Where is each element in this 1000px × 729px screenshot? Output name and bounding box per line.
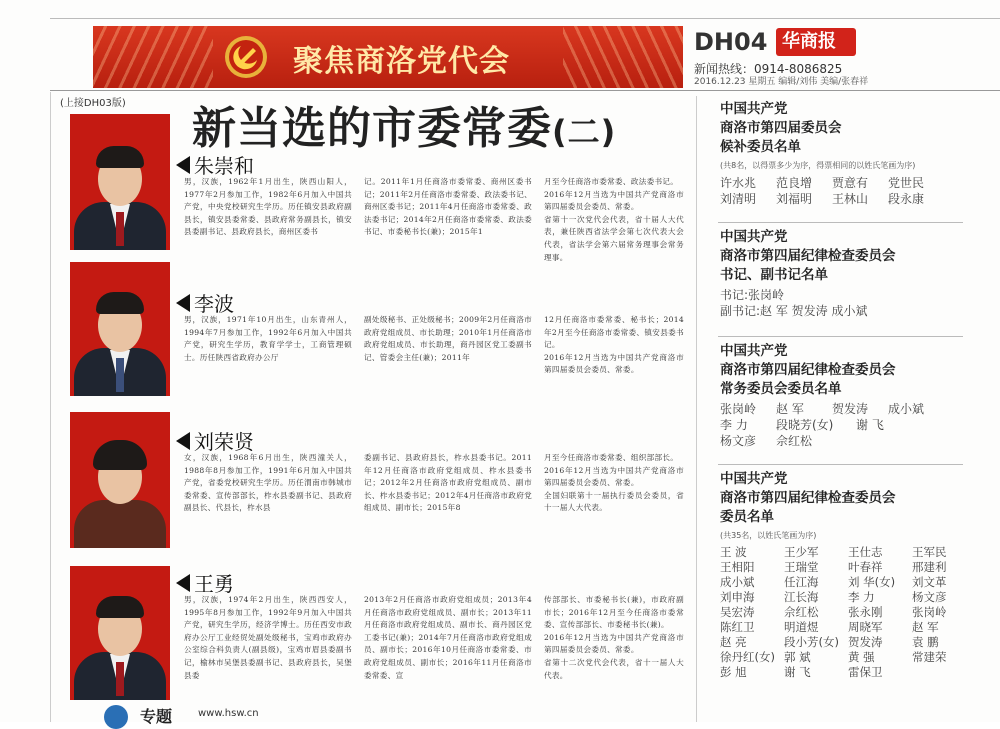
member-name: 黄 强: [848, 650, 875, 664]
portrait-hair: [96, 292, 144, 314]
member-name: 袁 鹏: [912, 635, 939, 649]
list-title: 商洛市第四届纪律检查委员会: [720, 362, 896, 378]
standing-committee-list: [720, 342, 970, 449]
pointer-arrow-icon: [176, 294, 190, 312]
member-name: 郭 斌: [784, 650, 811, 664]
editors-line: 2016.12.23 星期五 编辑/刘伟 美编/张春祥: [694, 77, 869, 87]
discipline-secretaries-list: [720, 228, 970, 319]
member-name: 王 波: [720, 545, 747, 559]
list-title: 候补委员名单: [720, 139, 801, 155]
person-name: 王勇: [194, 572, 234, 596]
alternate-members-list: [720, 100, 970, 207]
member-name: 许水兆: [720, 176, 757, 190]
list-title: 中国共产党: [720, 471, 788, 487]
member-name: 段永康: [888, 192, 925, 206]
hotline: 新闻热线：0914-8086825: [694, 62, 843, 76]
member-name: 王少军: [784, 545, 819, 559]
list-separator: [718, 464, 963, 465]
headline-sub: (二): [552, 113, 617, 151]
bio-column: 12月任商洛市委常委、秘书长；2014年2月至今任商洛市委常委、镇安县委书记。 2016年12月当选为中国共产党商洛市第四届委员会委员、常委。: [544, 315, 684, 375]
member-name: 李 力: [848, 590, 875, 604]
member-name: 赵 军: [912, 620, 939, 634]
member-name: 徐丹红(女): [720, 650, 775, 664]
member-name: 佘红松: [784, 605, 819, 619]
banner-title: 聚焦商洛党代会: [293, 44, 510, 79]
member-name: 刘福明: [776, 192, 813, 206]
continued-from: (上接DH03版): [60, 98, 126, 109]
member-name: 杨文彦: [720, 434, 757, 448]
member-name: 雷保卫: [848, 665, 883, 679]
portrait-photo: [70, 412, 170, 548]
discipline-members-list: [720, 470, 970, 680]
page-number: DH04: [694, 28, 768, 56]
list-note: (共35名，以姓氏笔画为序): [720, 531, 817, 540]
member-name: 贺发涛: [848, 635, 883, 649]
person-name-row: [176, 150, 254, 179]
list-title: 中国共产党: [720, 101, 788, 117]
list-separator: [718, 222, 963, 223]
portrait-suit: [74, 500, 166, 548]
person-name-row: [176, 426, 254, 455]
list-separator: [718, 336, 963, 337]
portrait-photo: [70, 262, 170, 396]
list-title: 商洛市第四届委员会: [720, 120, 842, 136]
member-name: 王林山: [832, 192, 869, 206]
member-name: 陈红卫: [720, 620, 755, 634]
portrait-hair: [93, 440, 147, 470]
member-name: 彭 旭: [720, 665, 747, 679]
member-name: 成小斌: [720, 575, 755, 589]
name-grid: [720, 175, 970, 207]
member-name: 邢建利: [912, 560, 947, 574]
banner-rays-left: [93, 26, 213, 88]
footer-url[interactable]: www.hsw.cn: [198, 708, 259, 719]
person-name: 刘荣贤: [194, 430, 254, 454]
bio-column: 记。2011年1月任商洛市委常委、商州区委书记；2011年2月任商洛市委常委、政法委书记、商州区委书记；2011年4月任商洛市委常委、政法委书记；2014年2月任商洛市委常委、政法委书记、市委秘书长(兼)；2015年1: [364, 177, 532, 237]
portrait-tie: [116, 212, 124, 246]
topic-badge-icon: [104, 705, 128, 729]
portrait-photo: [70, 566, 170, 700]
person-name: 李波: [194, 292, 234, 316]
pointer-arrow-icon: [176, 432, 190, 450]
list-title: 中国共产党: [720, 343, 788, 359]
member-name: 段小芳(女): [784, 635, 839, 649]
member-name: 赵 军: [776, 402, 804, 416]
member-name: 佘红松: [776, 434, 813, 448]
list-title: 商洛市第四届纪律检查委员会: [720, 248, 896, 264]
member-name: 成小斌: [888, 402, 925, 416]
person-name-row: [176, 288, 234, 317]
list-title: 商洛市第四届纪律检查委员会: [720, 490, 896, 506]
list-title: 委员名单: [720, 509, 774, 525]
member-name: 贺发涛: [832, 402, 869, 416]
member-name: 赵 亮: [720, 635, 747, 649]
secretary-row: 书记:张岗岭: [720, 288, 785, 302]
bio-column: 男，汉族，1974年2月出生，陕西西安人，1995年8月参加工作，1992年9月加入中国共产党，研究生学历，经济学博士。历任西安市政府办公厅工业经贸处副处级秘书，宝鸡市政府办公室综合科负责人(副县级)，宝鸡市眉县委副书记，榆林市吴堡县委副书记、县政府县长，吴堡县委: [184, 595, 352, 680]
member-name: 张永刚: [848, 605, 883, 619]
member-name: 叶春祥: [848, 560, 883, 574]
member-name: 任江海: [784, 575, 819, 589]
bio-column: 女，汉族，1968年6月出生，陕西潼关人，1988年8月参加工作，1991年6月加入中国共产党，省委党校研究生学历。历任渭南市韩城市委常委、宣传部部长，柞水县委副书记、县政府副县长、代县长，柞水县: [184, 453, 352, 513]
party-emblem-icon: [223, 34, 269, 80]
header-rule: [50, 90, 1000, 91]
portrait-tie: [116, 662, 124, 696]
member-name: 范良增: [776, 176, 813, 190]
name-grid: [720, 401, 970, 449]
bio-column: 委副书记、县政府县长，柞水县委书记。2011年12月任商洛市政府党组成员、柞水县委书记；2012年2月任商洛市政府党组成员、副市长、柞水县委书记；2012年4月任商洛市政府党组成员、副市长；2015年8: [364, 453, 532, 513]
banner-rays-right: [563, 26, 683, 88]
left-rule: [50, 92, 51, 722]
member-name: 常建荣: [912, 650, 947, 664]
member-name: 王瑞堂: [784, 560, 819, 574]
member-name: 周晓军: [848, 620, 883, 634]
person-name-row: [176, 568, 234, 597]
bio-column: 传部部长、市委秘书长(兼)，市政府副市长；2016年12月至今任商洛市委常委、宣传部部长、市委秘书长(兼)。 2016年12月当选为中国共产党商洛市第四届委员会委员、常委。 省第十二次党代会代表，省十一届人大代表。: [544, 595, 684, 680]
member-name: 吴宏涛: [720, 605, 755, 619]
member-name: 刘申海: [720, 590, 755, 604]
list-title: 中国共产党: [720, 229, 788, 245]
portrait-hair: [96, 146, 144, 168]
list-title: 书记、副书记名单: [720, 267, 828, 283]
member-name: 李 力: [720, 418, 748, 432]
member-name: 谢 飞: [784, 665, 811, 679]
member-name: 谢 飞: [856, 418, 884, 432]
bio-column: 月至今任商洛市委常委、政法委书记。 2016年12月当选为中国共产党商洛市第四届委员会委员、常委。 省第十一次党代会代表，省十届人大代表，兼任陕西省法学会第七次代表大会代表，省法学会第六届常务理事会常务理事。: [544, 177, 684, 262]
portrait-tie: [116, 358, 124, 392]
list-note: (共8名，以得票多少为序，得票相同的以姓氏笔画为序): [720, 161, 916, 170]
bio-column: 2013年2月任商洛市政府党组成员；2013年4月任商洛市政府党组成员、副市长；2013年11月任商洛市政府党组成员、副市长、商丹园区党工委书记(兼)；2014年7月任商洛市政府党组成员、副市长；2016年10月任商洛市委常委、市政府党组成员、副市长；2016年11月任商洛市委常委、宣: [364, 595, 532, 680]
bio-column: 男，汉族，1971年10月出生，山东青州人，1994年7月参加工作，1992年6月加入中国共产党，研究生学历，教育学学士，工商管理硕士。历任陕西省政府办公厅: [184, 315, 352, 362]
page-header-info: [694, 28, 964, 88]
member-name: 王军民: [912, 545, 947, 559]
footer-topic: 专题: [140, 707, 173, 726]
member-name: 刘文革: [912, 575, 947, 589]
member-name: 明道煜: [784, 620, 819, 634]
bio-column: 副处级秘书、正处级秘书；2009年2月任商洛市政府党组成员、市长助理；2010年1月任商洛市政府党组成员、市长助理，商丹园区党工委副书记、管委会主任(兼)；2011年: [364, 315, 532, 362]
pointer-arrow-icon: [176, 574, 190, 592]
member-name: 杨文彦: [912, 590, 947, 604]
person-name: 朱崇和: [194, 154, 254, 178]
member-name: 刘 华(女): [848, 575, 896, 589]
member-name: 张岗岭: [720, 402, 757, 416]
top-rule: [50, 18, 1000, 19]
member-name: 党世民: [888, 176, 925, 190]
pointer-arrow-icon: [176, 156, 190, 174]
bio-column: 男，汉族，1962年1月出生，陕西山阳人，1977年2月参加工作，1982年6月加入中国共产党，中央党校研究生学历。历任镇安县政府副县长，镇安县委常委、县政府常务副县长，镇安县委副书记、县政府县长，商州区委书: [184, 177, 352, 237]
headline-main: 新当选的市委常委: [192, 103, 552, 154]
member-name: 江长海: [784, 590, 819, 604]
name-grid: [720, 545, 970, 680]
member-name: 王仕志: [848, 545, 883, 559]
deputy-secretary-row: 副书记:赵 军 贺发涛 成小斌: [720, 304, 868, 318]
newspaper-logo: 华商报: [776, 28, 856, 56]
section-banner: [93, 26, 683, 88]
member-name: 刘清明: [720, 192, 757, 206]
bio-column: 月至今任商洛市委常委、组织部部长。 2016年12月当选为中国共产党商洛市第四届委员会委员、常委。 全国妇联第十一届执行委员会委员，省十一届人大代表。: [544, 453, 684, 513]
member-name: 张岗岭: [912, 605, 947, 619]
portrait-photo: [70, 114, 170, 250]
member-name: 王相阳: [720, 560, 755, 574]
member-name: 贾意有: [832, 176, 869, 190]
list-title: 常务委员会委员名单: [720, 381, 842, 397]
headline: [192, 92, 616, 156]
column-divider: [696, 96, 697, 722]
member-name: 段晓芳(女): [776, 418, 834, 432]
portrait-hair: [96, 596, 144, 618]
